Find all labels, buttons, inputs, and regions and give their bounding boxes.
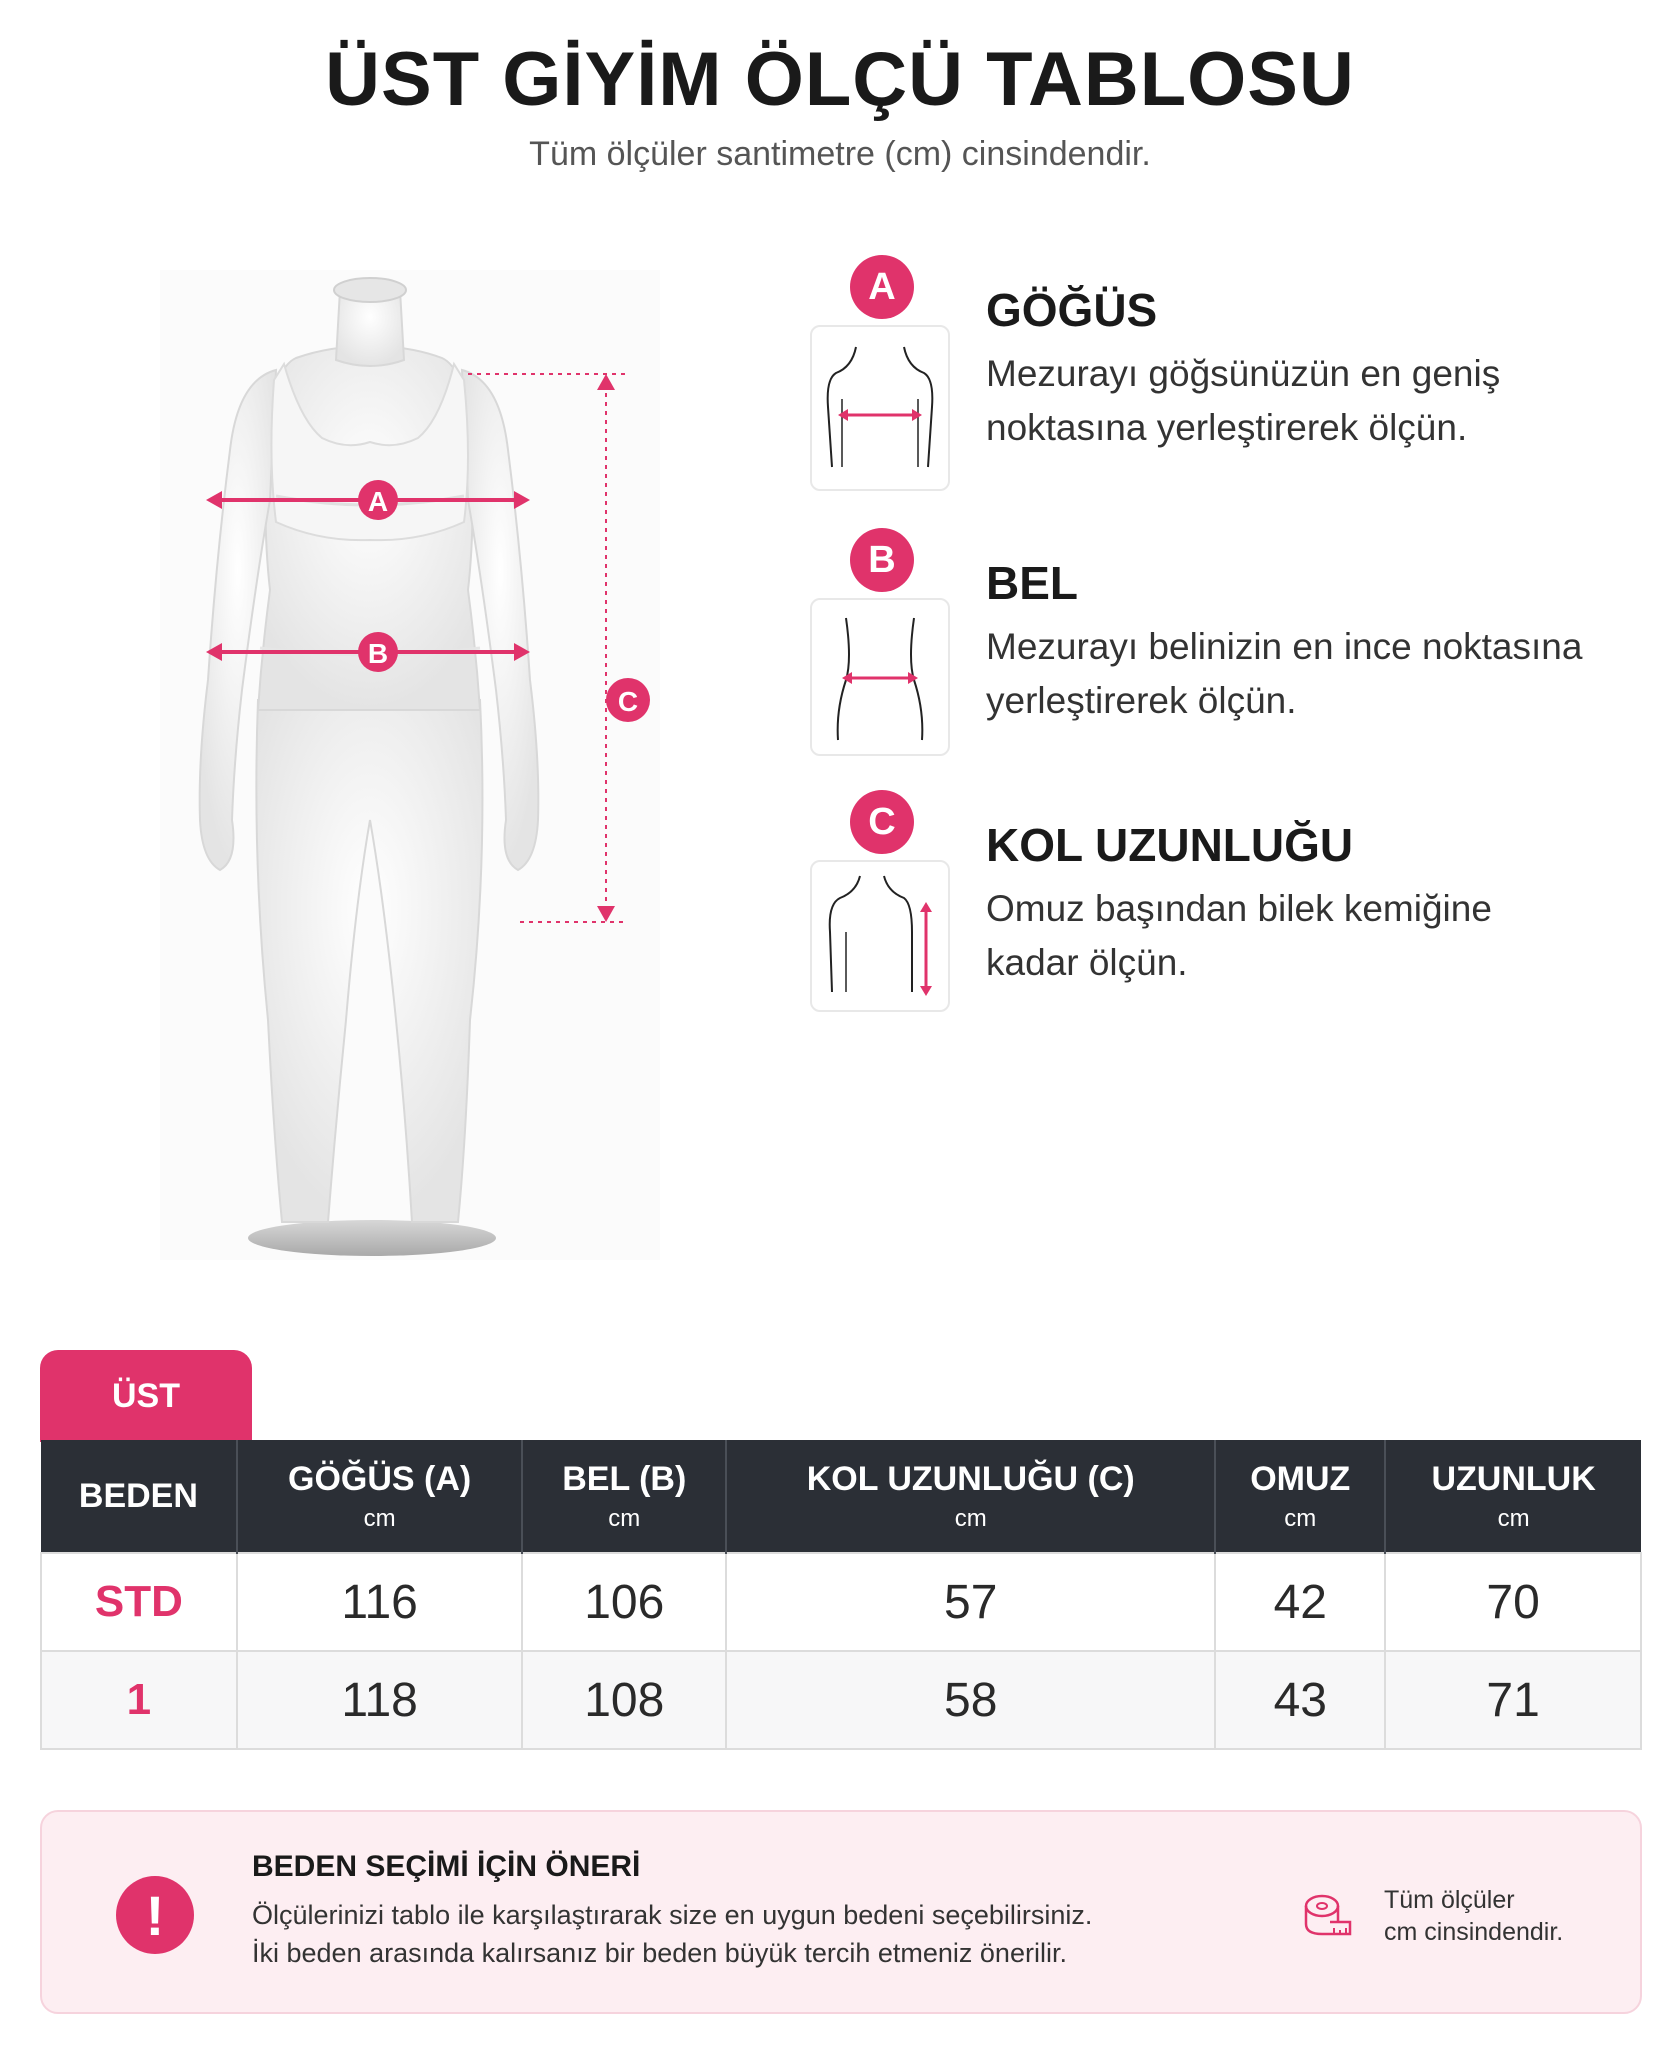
column-header-label: UZUNLUK (1431, 1459, 1596, 1498)
marker-a-label: A (367, 486, 389, 517)
size-cell: 1 (41, 1651, 237, 1749)
chest-description-line1: Mezurayı göğsünüzün en geniş (986, 353, 1501, 394)
table-row (41, 1651, 1641, 1749)
column-header-chest (237, 1440, 523, 1553)
measurement-waist (810, 528, 1610, 768)
column-header-size (41, 1440, 237, 1553)
column-header-unit: cm (954, 1504, 987, 1532)
column-header-shoulder (1215, 1440, 1385, 1553)
table-cell: 57 (726, 1553, 1215, 1651)
column-header-label: KOL UZUNLUĞU (C) (806, 1459, 1135, 1498)
table-cell: 70 (1385, 1553, 1641, 1651)
exclamation-icon: ! (116, 1876, 194, 1954)
sleeve-measure-icon (810, 860, 950, 1012)
table-row (41, 1553, 1641, 1651)
table-cell: 108 (522, 1651, 726, 1749)
table-cell: 43 (1215, 1651, 1385, 1749)
column-header-label: BEDEN (78, 1476, 198, 1515)
size-cell: STD (41, 1553, 237, 1651)
badge-c: C (850, 790, 914, 854)
badge-a: A (850, 255, 914, 319)
size-table (40, 1440, 1642, 1750)
measuring-tape-icon (1300, 1888, 1354, 1942)
measurement-sleeve (810, 790, 1610, 1030)
waist-title: BEL (986, 557, 1078, 609)
measurement-chest (810, 255, 1610, 495)
tip-note (1384, 1884, 1563, 1948)
page-subtitle: Tüm ölçüler santimetre (cm) cinsindendir. (529, 135, 1151, 173)
size-tip-box (40, 1810, 1642, 2014)
table-cell: 42 (1215, 1553, 1385, 1651)
sleeve-description (986, 882, 1626, 990)
waist-description (986, 620, 1626, 728)
waist-description-line1: Mezurayı belinizin en ince noktasına (986, 626, 1583, 667)
chest-measure-icon (810, 325, 950, 491)
sleeve-title: KOL UZUNLUĞU (986, 819, 1354, 871)
column-header-unit: cm (1284, 1504, 1317, 1532)
column-header-unit: cm (363, 1504, 396, 1532)
tip-note-line1: Tüm ölçüler (1384, 1886, 1515, 1914)
table-cell: 106 (522, 1553, 726, 1651)
column-header-unit: cm (608, 1504, 641, 1532)
table-cell: 58 (726, 1651, 1215, 1749)
tip-line-2: İki beden arasında kalırsanız bir beden büyük tercih etmeniz önerilir. (252, 1938, 1067, 1968)
sleeve-description-line1: Omuz başından bilek kemiğine (986, 888, 1492, 929)
tab-ust[interactable]: ÜST (40, 1350, 252, 1442)
tip-line-1: Ölçülerinizi tablo ile karşılaştırarak size en uygun bedeni seçebilirsiniz. (252, 1900, 1093, 1930)
table-cell: 71 (1385, 1651, 1641, 1749)
marker-c-label: C (617, 686, 639, 717)
tip-note-line2: cm cinsindendir. (1384, 1918, 1564, 1946)
chest-description-line2: noktasına yerleştirerek ölçün. (986, 407, 1468, 448)
table-cell: 116 (237, 1553, 523, 1651)
column-header-label: OMUZ (1250, 1459, 1351, 1498)
column-header-label: BEL (B) (562, 1459, 687, 1498)
table-cell: 118 (237, 1651, 523, 1749)
chest-description (986, 347, 1626, 455)
page-title: ÜST GİYİM ÖLÇÜ TABLOSU (325, 37, 1355, 122)
sleeve-description-line2: kadar ölçün. (986, 942, 1188, 983)
column-header-waist (522, 1440, 726, 1553)
marker-b-label: B (367, 638, 389, 669)
chest-title: GÖĞÜS (986, 284, 1158, 336)
table-header-row (41, 1440, 1641, 1553)
column-header-length (1385, 1440, 1641, 1553)
badge-b: B (850, 528, 914, 592)
column-header-label: GÖĞÜS (A) (288, 1459, 472, 1498)
column-header-sleeve (726, 1440, 1215, 1553)
mannequin-illustration (150, 260, 670, 1270)
column-header-unit: cm (1497, 1504, 1530, 1532)
waist-measure-icon (810, 598, 950, 756)
waist-description-line2: yerleştirerek ölçün. (986, 680, 1297, 721)
tip-title: BEDEN SEÇİMİ İÇİN ÖNERİ (252, 1850, 641, 1883)
